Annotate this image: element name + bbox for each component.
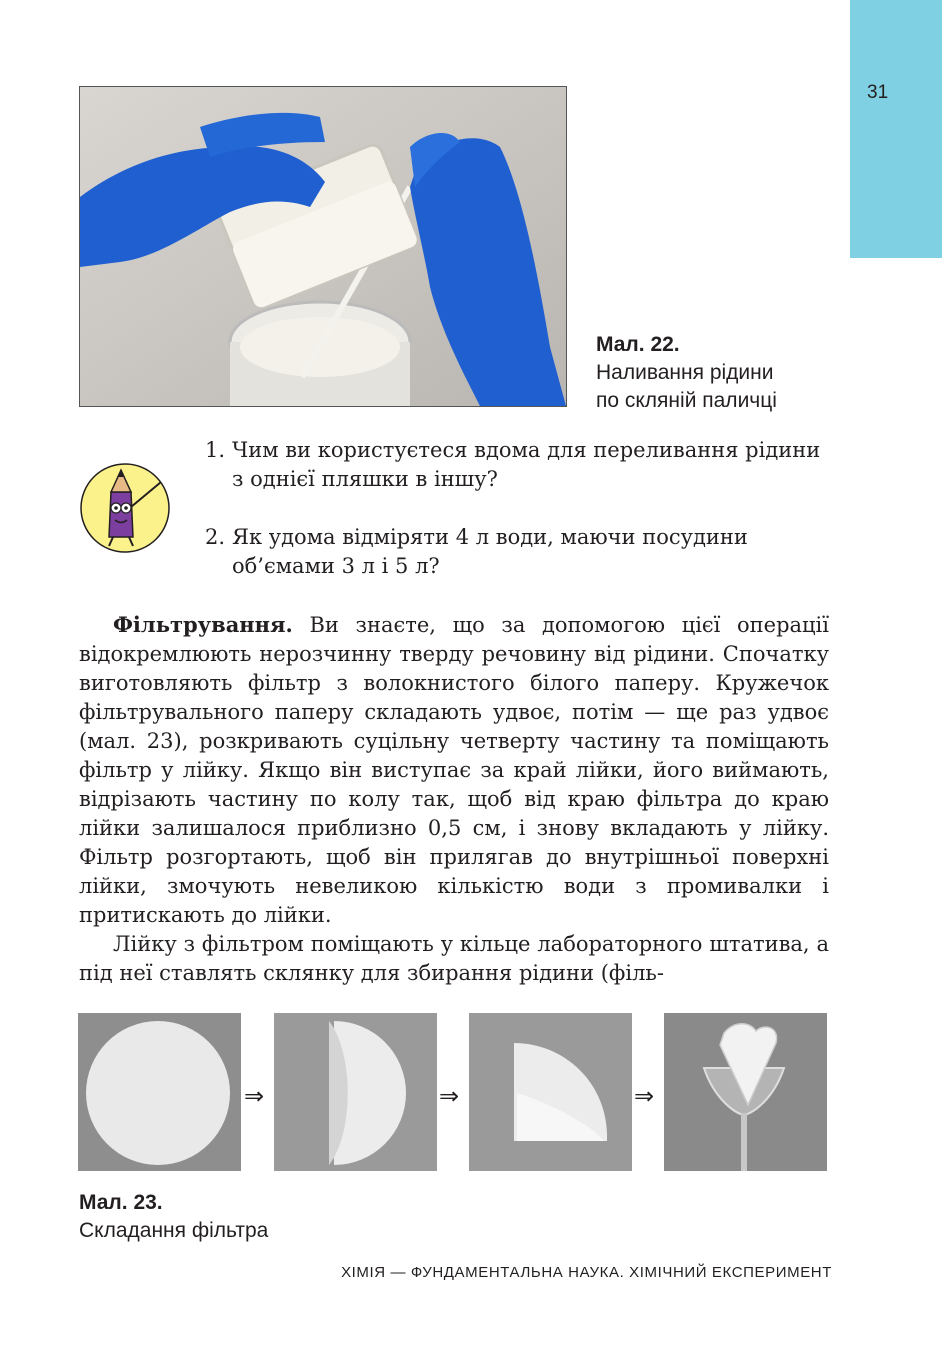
arrow-3: ⇒ xyxy=(634,1082,655,1110)
filter-step-4-image xyxy=(664,1013,827,1171)
paragraph-lead: Фільтрування. xyxy=(113,612,293,637)
question-number: 1. xyxy=(205,438,226,462)
question-number: 2. xyxy=(205,525,226,549)
filter-step-2-image xyxy=(274,1013,437,1171)
figure-22-photo xyxy=(79,86,567,407)
figure-23-caption-text: Складання фільтра xyxy=(79,1219,269,1242)
questions-list xyxy=(205,436,825,610)
running-footer: ХІМІЯ — ФУНДАМЕНТАЛЬНА НАУКА. ХІМІЧНИЙ ЕКСПЕРИМЕНТ xyxy=(341,1264,832,1281)
question-text: Як удома відміряти 4 л води, маючи посудини об’ємами 3 л і 5 л? xyxy=(232,525,748,578)
arrow-1: ⇒ xyxy=(244,1082,265,1110)
figure-22-caption-line1: Наливання рідини xyxy=(596,361,774,384)
question-item xyxy=(205,436,825,494)
paragraph-text: Ви знаєте, що за допомогою цієї операції відокремлюють нерозчинну тверду речовину від рідини. Спочатку виготовляють фільтр з волокнистого білого паперу. Кружечок фільтрувального паперу складають удвоє, потім — ще раз удвоє (мал. 23), розкривають суцільну четверту частину та поміщають фільтр у лійку. Якщо він виступає за край лійки, його виймають, відрізають частину по колу так, щоб від краю фільтра до краю лійки залишалося приблизно 0,5 см, і знову вкладають у лійку. Фільтр розгортають, щоб він прилягав до внутрішньої поверхні лійки, змочують невеликою кількістю води з промивалки і притискають до лійки. xyxy=(79,613,829,927)
page-number: 31 xyxy=(867,82,889,103)
question-text: Чим ви користуєтеся вдома для переливання рідини з однієї пляшки в іншу? xyxy=(232,438,821,491)
pencil-mascot-icon xyxy=(79,462,171,554)
question-item xyxy=(205,523,825,581)
chapter-tab xyxy=(850,0,942,258)
paragraph-filtration xyxy=(79,610,829,930)
filter-step-1-image xyxy=(78,1013,241,1171)
body-text xyxy=(79,610,829,988)
figure-22-label: Мал. 22. xyxy=(596,333,680,356)
figure-23-label: Мал. 23. xyxy=(79,1191,163,1214)
arrow-2: ⇒ xyxy=(439,1082,460,1110)
figure-22-caption xyxy=(596,331,777,415)
paragraph-funnel: Лійку з фільтром поміщають у кільце лабораторного штатива, а під неї ставлять склянку для збирання рідини (філь- xyxy=(79,932,829,985)
figure-23-caption xyxy=(79,1189,268,1245)
filter-step-3-image xyxy=(469,1013,632,1171)
figure-22-caption-line2: по скляній паличці xyxy=(596,389,777,412)
